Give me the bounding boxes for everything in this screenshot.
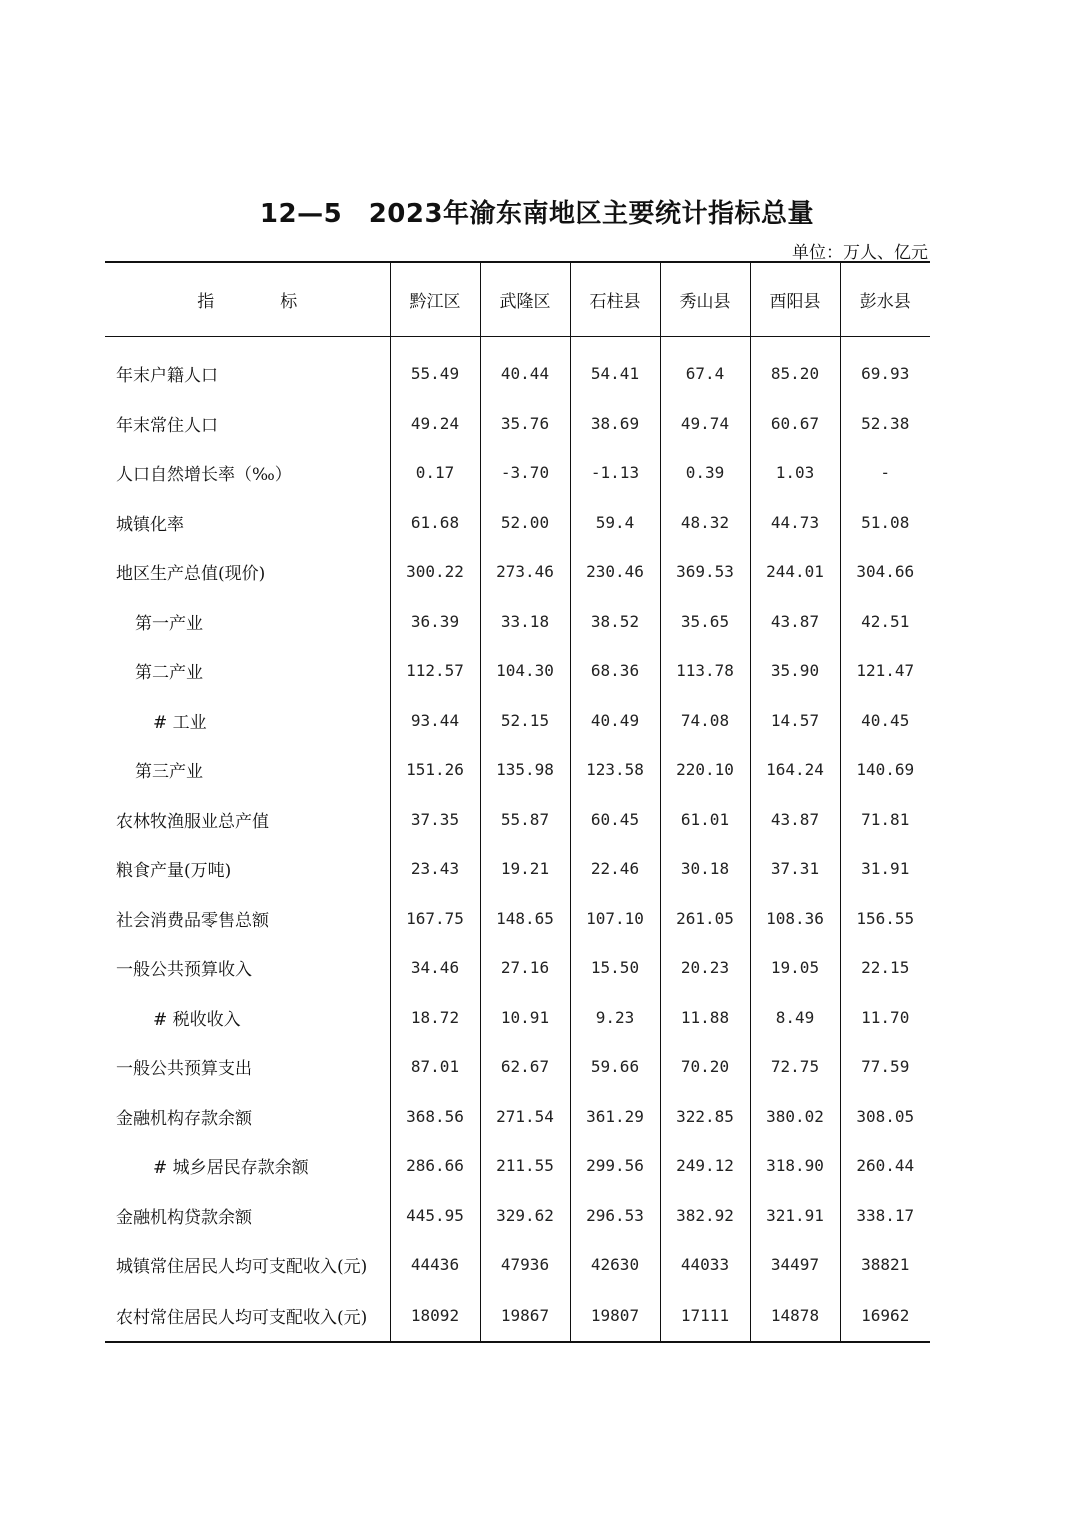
- table-row: [105, 943, 930, 993]
- table-cell: 123.58: [570, 745, 660, 795]
- table-cell: 211.55: [480, 1141, 570, 1191]
- row-label: 第一产业: [135, 613, 203, 634]
- indicator-header-char-2: 标: [280, 292, 298, 312]
- table-cell: 33.18: [480, 597, 570, 647]
- table-cell: 151.26: [390, 745, 480, 795]
- table-cell: 59.66: [570, 1042, 660, 1092]
- row-label: 城镇化率: [116, 514, 184, 535]
- table-cell: 55.87: [480, 795, 570, 845]
- table-cell: 40.44: [480, 337, 570, 399]
- table-cell: 107.10: [570, 894, 660, 944]
- table-row: [105, 448, 930, 498]
- table-cell: 167.75: [390, 894, 480, 944]
- table-cell: 104.30: [480, 646, 570, 696]
- table-cell: 44033: [660, 1240, 750, 1290]
- table-cell: 140.69: [840, 745, 930, 795]
- indicator-header-char-1: 指: [197, 292, 215, 312]
- row-label: 社会消费品零售总额: [116, 910, 269, 931]
- table-cell: 318.90: [750, 1141, 840, 1191]
- table-cell: 49.74: [660, 399, 750, 449]
- table-cell: 329.62: [480, 1191, 570, 1241]
- table-cell: 156.55: [840, 894, 930, 944]
- table-cell: 15.50: [570, 943, 660, 993]
- table-cell: 369.53: [660, 547, 750, 597]
- table-row: [105, 844, 930, 894]
- table-cell: 308.05: [840, 1092, 930, 1142]
- row-label: 第二产业: [135, 663, 203, 684]
- table-cell: 52.15: [480, 696, 570, 746]
- table-cell: 10.91: [480, 993, 570, 1043]
- row-label: 人口自然增长率（‰）: [116, 465, 292, 486]
- table-cell: 16962: [840, 1290, 930, 1342]
- table-cell: 299.56: [570, 1141, 660, 1191]
- table-cell: -1.13: [570, 448, 660, 498]
- table-cell: 380.02: [750, 1092, 840, 1142]
- table-cell: 9.23: [570, 993, 660, 1043]
- table-row: [105, 1240, 930, 1290]
- table-cell: 148.65: [480, 894, 570, 944]
- row-label: 农林牧渔服业总产值: [116, 811, 269, 832]
- table-row: [105, 894, 930, 944]
- table-cell: 40.49: [570, 696, 660, 746]
- table-cell: 40.45: [840, 696, 930, 746]
- table-cell: 47936: [480, 1240, 570, 1290]
- table-cell: 74.08: [660, 696, 750, 746]
- table-cell: 87.01: [390, 1042, 480, 1092]
- row-label: # 税收收入: [153, 1009, 241, 1030]
- table-row: [105, 696, 930, 746]
- table-cell: 23.43: [390, 844, 480, 894]
- table-cell: 220.10: [660, 745, 750, 795]
- table-cell: 260.44: [840, 1141, 930, 1191]
- table-row: [105, 1042, 930, 1092]
- table-cell: 273.46: [480, 547, 570, 597]
- row-label: 第三产业: [135, 762, 203, 783]
- table-cell: 19807: [570, 1290, 660, 1342]
- table-cell: -: [840, 448, 930, 498]
- table-cell: 27.16: [480, 943, 570, 993]
- indicator-header: [105, 262, 390, 337]
- table-cell: 69.93: [840, 337, 930, 399]
- table-cell: 17111: [660, 1290, 750, 1342]
- table-cell: 51.08: [840, 498, 930, 548]
- row-label: 年末户籍人口: [116, 366, 218, 387]
- table-row: [105, 399, 930, 449]
- table-cell: -3.70: [480, 448, 570, 498]
- table-cell: 18.72: [390, 993, 480, 1043]
- table-cell: 61.68: [390, 498, 480, 548]
- table-cell: 11.70: [840, 993, 930, 1043]
- table-body: [105, 337, 930, 1342]
- table-cell: 108.36: [750, 894, 840, 944]
- table-cell: 59.4: [570, 498, 660, 548]
- table-cell: 35.65: [660, 597, 750, 647]
- table-cell: 368.56: [390, 1092, 480, 1142]
- table-cell: 85.20: [750, 337, 840, 399]
- table-cell: 338.17: [840, 1191, 930, 1241]
- table-cell: 44.73: [750, 498, 840, 548]
- table-cell: 48.32: [660, 498, 750, 548]
- row-label: # 城乡居民存款余额: [153, 1158, 309, 1179]
- table-cell: 0.39: [660, 448, 750, 498]
- table-row: [105, 1141, 930, 1191]
- table-cell: 20.23: [660, 943, 750, 993]
- row-label: 一般公共预算支出: [116, 1059, 252, 1080]
- table-cell: 42.51: [840, 597, 930, 647]
- table-cell: 35.90: [750, 646, 840, 696]
- table-cell: 19867: [480, 1290, 570, 1342]
- table-cell: 61.01: [660, 795, 750, 845]
- table-cell: 361.29: [570, 1092, 660, 1142]
- table-cell: 249.12: [660, 1141, 750, 1191]
- table-cell: 43.87: [750, 795, 840, 845]
- table-cell: 244.01: [750, 547, 840, 597]
- row-label: 城镇常住居民人均可支配收入(元): [116, 1257, 368, 1278]
- table-row: [105, 1092, 930, 1142]
- table-cell: 43.87: [750, 597, 840, 647]
- table-row: [105, 597, 930, 647]
- table-cell: 0.17: [390, 448, 480, 498]
- table-cell: 52.00: [480, 498, 570, 548]
- table-cell: 30.18: [660, 844, 750, 894]
- table-cell: 34497: [750, 1240, 840, 1290]
- column-header-pengshui: 彭水县: [840, 262, 930, 337]
- table-row: [105, 646, 930, 696]
- row-label: 一般公共预算收入: [116, 960, 252, 981]
- table-row: [105, 1290, 930, 1342]
- table-cell: 271.54: [480, 1092, 570, 1142]
- table-cell: 135.98: [480, 745, 570, 795]
- statistics-table: [105, 261, 930, 1343]
- table-cell: 42630: [570, 1240, 660, 1290]
- table-cell: 44436: [390, 1240, 480, 1290]
- table-cell: 60.67: [750, 399, 840, 449]
- table-cell: 19.21: [480, 844, 570, 894]
- table-cell: 31.91: [840, 844, 930, 894]
- table-cell: 67.4: [660, 337, 750, 399]
- table-cell: 230.46: [570, 547, 660, 597]
- table-cell: 11.88: [660, 993, 750, 1043]
- table-cell: 121.47: [840, 646, 930, 696]
- table-cell: 38.52: [570, 597, 660, 647]
- page-title: 12—5 2023年渝东南地区主要统计指标总量: [259, 199, 815, 229]
- row-label: 粮食产量(万吨): [116, 861, 232, 882]
- table-cell: 322.85: [660, 1092, 750, 1142]
- table-cell: 38821: [840, 1240, 930, 1290]
- table-cell: 14.57: [750, 696, 840, 746]
- table-cell: 49.24: [390, 399, 480, 449]
- table-cell: 445.95: [390, 1191, 480, 1241]
- table-cell: 72.75: [750, 1042, 840, 1092]
- table-cell: 70.20: [660, 1042, 750, 1092]
- table-cell: 68.36: [570, 646, 660, 696]
- row-label: 地区生产总值(现价): [116, 564, 266, 585]
- table-cell: 71.81: [840, 795, 930, 845]
- row-label: 金融机构存款余额: [116, 1108, 252, 1129]
- table-cell: 19.05: [750, 943, 840, 993]
- header-row: [105, 262, 930, 337]
- table-cell: 38.69: [570, 399, 660, 449]
- row-label: 金融机构贷款余额: [116, 1207, 252, 1228]
- table-cell: 22.15: [840, 943, 930, 993]
- table-cell: 34.46: [390, 943, 480, 993]
- table-cell: 1.03: [750, 448, 840, 498]
- column-header-qianjiang: 黔江区: [390, 262, 480, 337]
- column-header-youyang: 酉阳县: [750, 262, 840, 337]
- table-cell: 37.35: [390, 795, 480, 845]
- table-cell: 22.46: [570, 844, 660, 894]
- table-cell: 321.91: [750, 1191, 840, 1241]
- table-cell: 14878: [750, 1290, 840, 1342]
- row-label: 农村常住居民人均可支配收入(元): [116, 1307, 368, 1328]
- table-cell: 55.49: [390, 337, 480, 399]
- table-cell: 304.66: [840, 547, 930, 597]
- table-cell: 8.49: [750, 993, 840, 1043]
- table-cell: 286.66: [390, 1141, 480, 1191]
- table-cell: 54.41: [570, 337, 660, 399]
- table-cell: 261.05: [660, 894, 750, 944]
- table-cell: 60.45: [570, 795, 660, 845]
- table-cell: 112.57: [390, 646, 480, 696]
- table-cell: 35.76: [480, 399, 570, 449]
- column-header-xiushan: 秀山县: [660, 262, 750, 337]
- table-cell: 113.78: [660, 646, 750, 696]
- table-cell: 37.31: [750, 844, 840, 894]
- row-label: 年末常住人口: [116, 415, 218, 436]
- table-cell: 18092: [390, 1290, 480, 1342]
- table-row: [105, 745, 930, 795]
- table-row: [105, 993, 930, 1043]
- table-row: [105, 498, 930, 548]
- table-row: [105, 795, 930, 845]
- table-cell: 93.44: [390, 696, 480, 746]
- table-cell: 164.24: [750, 745, 840, 795]
- table-row: [105, 547, 930, 597]
- unit-note: 单位：万人、亿元: [792, 243, 928, 263]
- table-row: [105, 337, 930, 399]
- column-header-wulong: 武隆区: [480, 262, 570, 337]
- column-header-shizhu: 石柱县: [570, 262, 660, 337]
- table-cell: 296.53: [570, 1191, 660, 1241]
- table-cell: 382.92: [660, 1191, 750, 1241]
- table-cell: 36.39: [390, 597, 480, 647]
- table-cell: 77.59: [840, 1042, 930, 1092]
- table-cell: 300.22: [390, 547, 480, 597]
- table-row: [105, 1191, 930, 1241]
- table-cell: 52.38: [840, 399, 930, 449]
- row-label: # 工业: [153, 712, 207, 733]
- table-cell: 62.67: [480, 1042, 570, 1092]
